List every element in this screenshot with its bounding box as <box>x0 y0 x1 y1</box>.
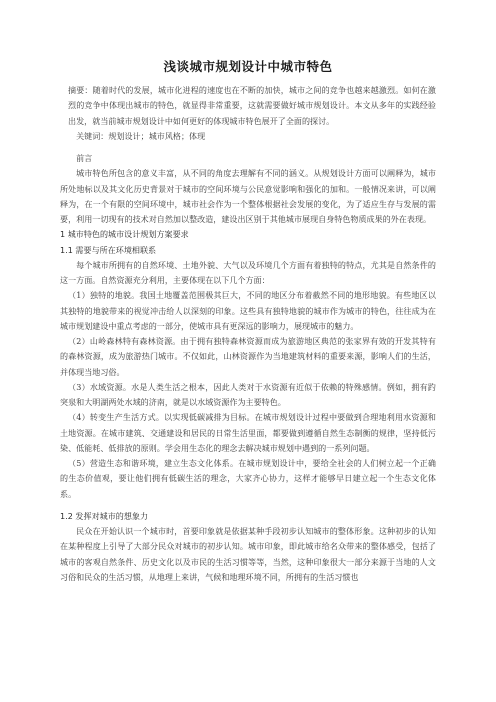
section-heading-1: 1 城市特色的城市设计规划方案要求 <box>60 230 189 240</box>
document-title: 浅谈城市规划设计中城市特色 <box>163 59 333 74</box>
keywords-line: 关键词：规划设计；城市风格；体现 <box>76 131 206 141</box>
list-item-2: （2）山岭森林特有森林资源。由于拥有独特森林资源而成为旅游地区典范的张家界有效的开发其特有的森林资源，成为旅游热门城市。不仅如此，山林资源作为当地建筑材料的重要来源，影响人们的生活，并体现当地习俗。 <box>60 337 436 377</box>
preface-heading: 前言 <box>76 154 93 163</box>
section-heading-1-2: 1.2 发挥对城市的想象力 <box>60 511 149 521</box>
list-item-4: （4）转变生产生活方式。以实现低碳减排为目标。在城市规划设计过程中要做到合理地利用水资源和土地资源。在城市建筑、交通建设和居民的日常生活里面，都要做到遵循自然生态制衡的规律，坚持低污染、低能耗、低排放的原则。学会用生态化的理念去解决城市规划中遇到的一系列问题。 <box>60 413 436 453</box>
abstract-paragraph: 摘要：随着时代的发展，城市化进程的速度也在不断的加快，城市之间的竞争也越来越激烈。如何在激烈的竞争中体现出城市的特色，就显得非常重要，这就需要做好城市规划设计。本文从多年的实践经验出发，就当前城市规划设计中如何更好的体现城市特色展开了全面的探讨。 <box>68 86 436 126</box>
paragraph-1-2: 民众在开始认识一个城市时，首要印象就是依据某种手段初步认知城市的整体形象。这种初步的认知在某种程度上引导了大部分民众对城市的初步认知。城市印象，即此城市给名众带来的整体感受，包括了城市的客观自然条件、历史文化以及市民的生活习惯等等，当然，这种印象很大一部分来源于当地的人文习俗和民众的生活习惯，从地理上来讲，气候和地理环境不同，所拥有的生活习惯也 <box>60 527 436 582</box>
list-item-3: （3）水域资源。水是人类生活之根本，因此人类对于水资源有近似于依赖的特殊感情。例如，拥有趵突泉和大明湖两处水域的济南，就是以水域资源作为主要特色。 <box>60 382 436 407</box>
list-item-1: （1）独特的地貌。我国土地覆盖范围极其巨大，不同的地区分布着截然不同的地形地貌。有些地区以其独特的地貌带来的视觉冲击给人以深刻的印象。这些具有独特地貌的城市作为城市的特色，往往成为在城市规划建设中重点考虑的一部分，使城市具有更深远的影响力，展现城市的魅力。 <box>60 291 436 331</box>
preface-paragraph: 城市特色所包含的意义丰富，从不同的角度去理解有不同的涵义。从规划设计方面可以阐释为，城市所处地标以及其文化历史背景对于城市的空间环境与公民意觉影响和强化的加和。一般情况来讲，可以阐释为，在一个有限的空间环境中，城市社会作为一个整体根据社会发展的变化，为了适应生存与发展的需要，利用一切现有的技术对自然加以整改造，建设出区别于其他城市展现自身特色物质成果的外在表现。 <box>60 169 436 224</box>
list-item-5: （5）营造生态和谐环境，建立生态文化体系。在城市规划设计中，要给全社会的人们树立起一个正确的生态价值观，要让他们拥有低碳生活的理念，大家齐心协力，这样才能够早日建立起一个生态文化体系。 <box>60 459 436 499</box>
paragraph-1-1: 每个城市所拥有的自然环境、土地外貌、大气以及环境几个方面有着独特的特点，尤其是自然条件的这一方面。自然资源充分利用，主要体现在以下几个方面： <box>60 260 436 285</box>
section-heading-1-1: 1.1 需要与所在环境相联系 <box>60 245 157 255</box>
spacer <box>60 502 436 509</box>
document-body <box>60 83 436 585</box>
spacer <box>60 144 436 151</box>
